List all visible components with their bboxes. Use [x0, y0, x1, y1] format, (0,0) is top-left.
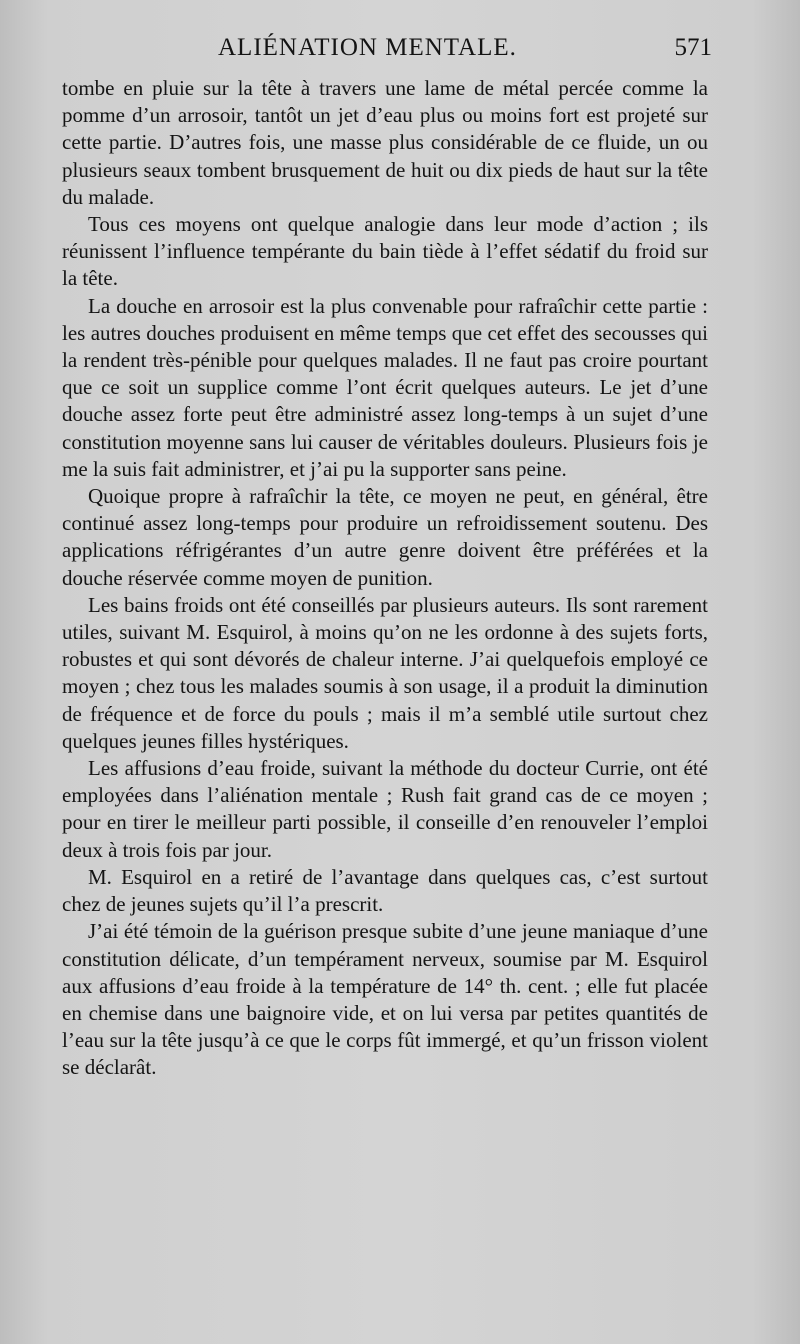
page-number: 571	[674, 34, 712, 61]
paragraph: M. Esquirol en a retiré de l’avantage dans quelques cas, c’est surtout chez de jeunes sujets qu’il l’a prescrit.	[62, 864, 708, 917]
body-text	[62, 75, 708, 1082]
paragraph: La douche en arrosoir est la plus convenable pour rafraîchir cette partie : les autres douches produisent en même temps que cet effet des secousses qui la rendent très-pénible pour quelques malades. Il ne faut pas croire pourtant que ce soit un supplice comme l’ont écrit quelques auteurs. Le jet d’une douche assez forte peut être administré assez long-temps à un sujet d’une constitution moyenne sans lui causer de véritables douleurs. Plusieurs fois je me la suis fait administrer, et j’ai pu la supporter sans peine.	[62, 293, 708, 481]
paragraph: Les affusions d’eau froide, suivant la méthode du docteur Currie, ont été employées dans l’aliénation mentale ; Rush fait grand cas de ce moyen ; pour en tirer le meilleur parti possible, il conseille d’en renouveler l’emploi deux à trois fois par jour.	[62, 756, 708, 862]
page-header	[0, 34, 800, 70]
paragraph: Les bains froids ont été conseillés par plusieurs auteurs. Ils sont rarement utiles, suivant M. Esquirol, à moins qu’on ne les ordonne à des sujets forts, robustes et qui sont dévorés de chaleur interne. J’ai quelquefois employé ce moyen ; chez tous les malades soumis à son usage, il a produit la diminution de fréquence et de force du pouls ; mais il m’a semblé utile surtout chez quelques jeunes filles hystériques.	[62, 592, 708, 753]
paragraph: Tous ces moyens ont quelque analogie dans leur mode d’action ; ils réunissent l’influence tempérante du bain tiède à l’effet sédatif du froid sur la tête.	[62, 212, 708, 291]
paragraph: J’ai été témoin de la guérison presque subite d’une jeune maniaque d’une constitution délicate, d’un tempérament nerveux, soumise par M. Esquirol aux affusions d’eau froide à la température de 14° th. cent. ; elle fut placée en chemise dans une baignoire vide, et on lui versa par petites quantités de l’eau sur la tête jusqu’à ce que le corps fût immergé, et qu’un frisson violent se déclarât.	[62, 919, 708, 1080]
paragraph: Quoique propre à rafraîchir la tête, ce moyen ne peut, en général, être continué assez long-temps pour produire un refroidissement soutenu. Des applications réfrigérantes d’un autre genre doivent être préférées et la douche réservée comme moyen de punition.	[62, 484, 708, 590]
paragraph-continuation: tombe en pluie sur la tête à travers une lame de métal percée comme la pomme d’un arrosoir, tantôt un jet d’eau plus ou moins fort est projeté sur cette partie. D’autres fois, une masse plus considérable de ce fluide, un ou plusieurs seaux tombent brusquement de huit ou dix pieds de haut sur la tête du malade.	[62, 76, 708, 209]
running-title: ALIÉNATION MENTALE.	[218, 34, 517, 61]
